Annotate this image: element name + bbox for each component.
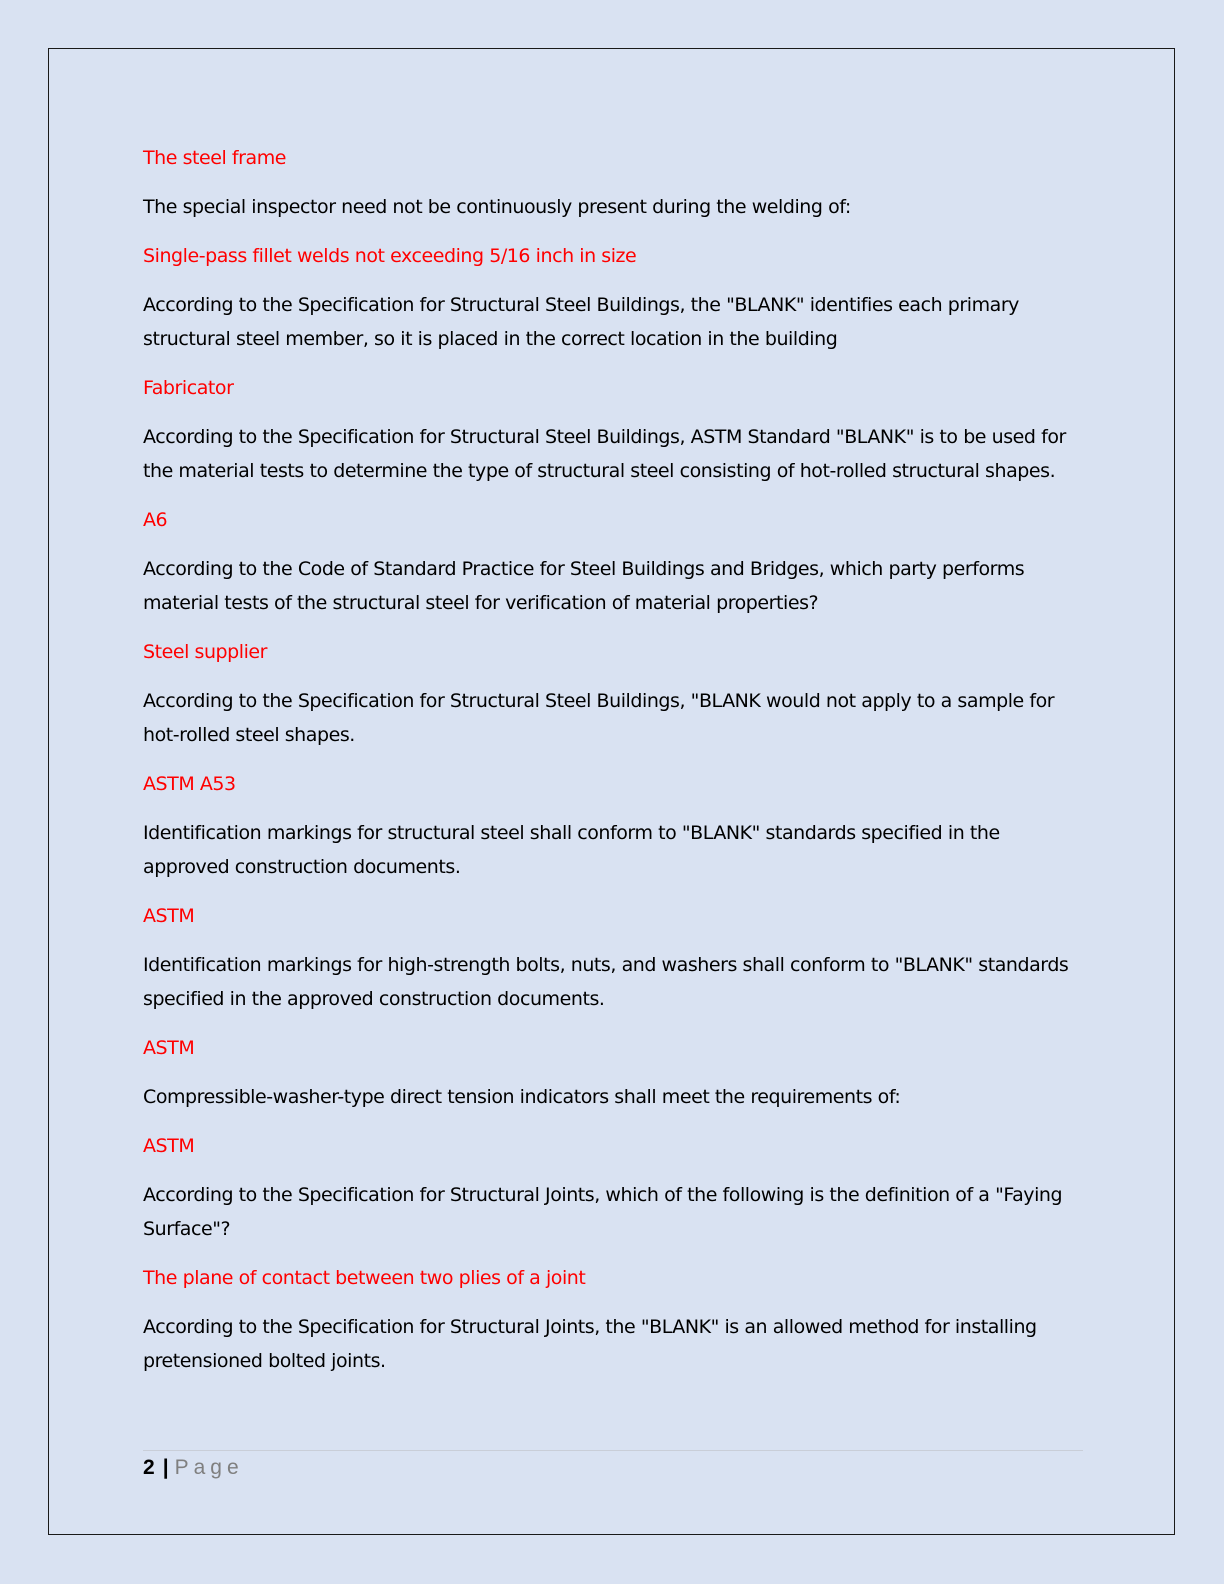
answer-text: Single-pass fillet welds not exceeding 5/16 inch in size [143, 245, 637, 267]
footer-separator: | [162, 1456, 169, 1479]
answer-text: Steel supplier [143, 641, 268, 663]
question-text: According to the Specification for Structural Steel Buildings, "BLANK would not apply to a sample for hot-rolled steel shapes. [143, 690, 1055, 746]
question-text: Identification markings for structural steel shall conform to "BLANK" standards specified in the approved construction documents. [143, 822, 1000, 878]
question-text: According to the Specification for Structural Steel Buildings, the "BLANK" identifies each primary structural steel member, so it is placed in the correct location in the building [143, 294, 1019, 350]
answer-text: ASTM [143, 905, 195, 927]
question-text: According to the Specification for Structural Joints, the "BLANK" is an allowed method for installing pretensioned bolted joints. [143, 1316, 1037, 1372]
answer-text: The steel frame [143, 147, 287, 169]
answer-text: ASTM [143, 1135, 195, 1157]
answer-text: ASTM [143, 1037, 195, 1059]
page-label: Page [174, 1456, 244, 1479]
page-indicator [143, 1453, 244, 1483]
answer-text: Fabricator [143, 377, 234, 399]
question-text: The special inspector need not be continuously present during the welding of: [143, 196, 851, 218]
page-number: 2 [143, 1456, 155, 1479]
question-text: According to the Code of Standard Practice for Steel Buildings and Bridges, which party performs material tests of the structural steel for verification of material properties? [143, 558, 1025, 614]
question-text: According to the Specification for Structural Steel Buildings, ASTM Standard "BLANK" is to be used for the material tests to determine the type of structural steel consisting of hot-rolled structural shapes. [143, 426, 1066, 482]
question-text: According to the Specification for Structural Joints, which of the following is the definition of a "Faying Surface"? [143, 1184, 1063, 1240]
document-body [143, 141, 1083, 1393]
answer-text: A6 [143, 509, 168, 531]
question-text: Identification markings for high-strength bolts, nuts, and washers shall conform to "BLANK" standards specified in the approved construction documents. [143, 954, 1069, 1010]
answer-text: The plane of contact between two plies of a joint [143, 1267, 586, 1289]
answer-text: ASTM A53 [143, 773, 236, 795]
page-footer [143, 1450, 1083, 1479]
question-text: Compressible-washer-type direct tension indicators shall meet the requirements of: [143, 1086, 901, 1108]
